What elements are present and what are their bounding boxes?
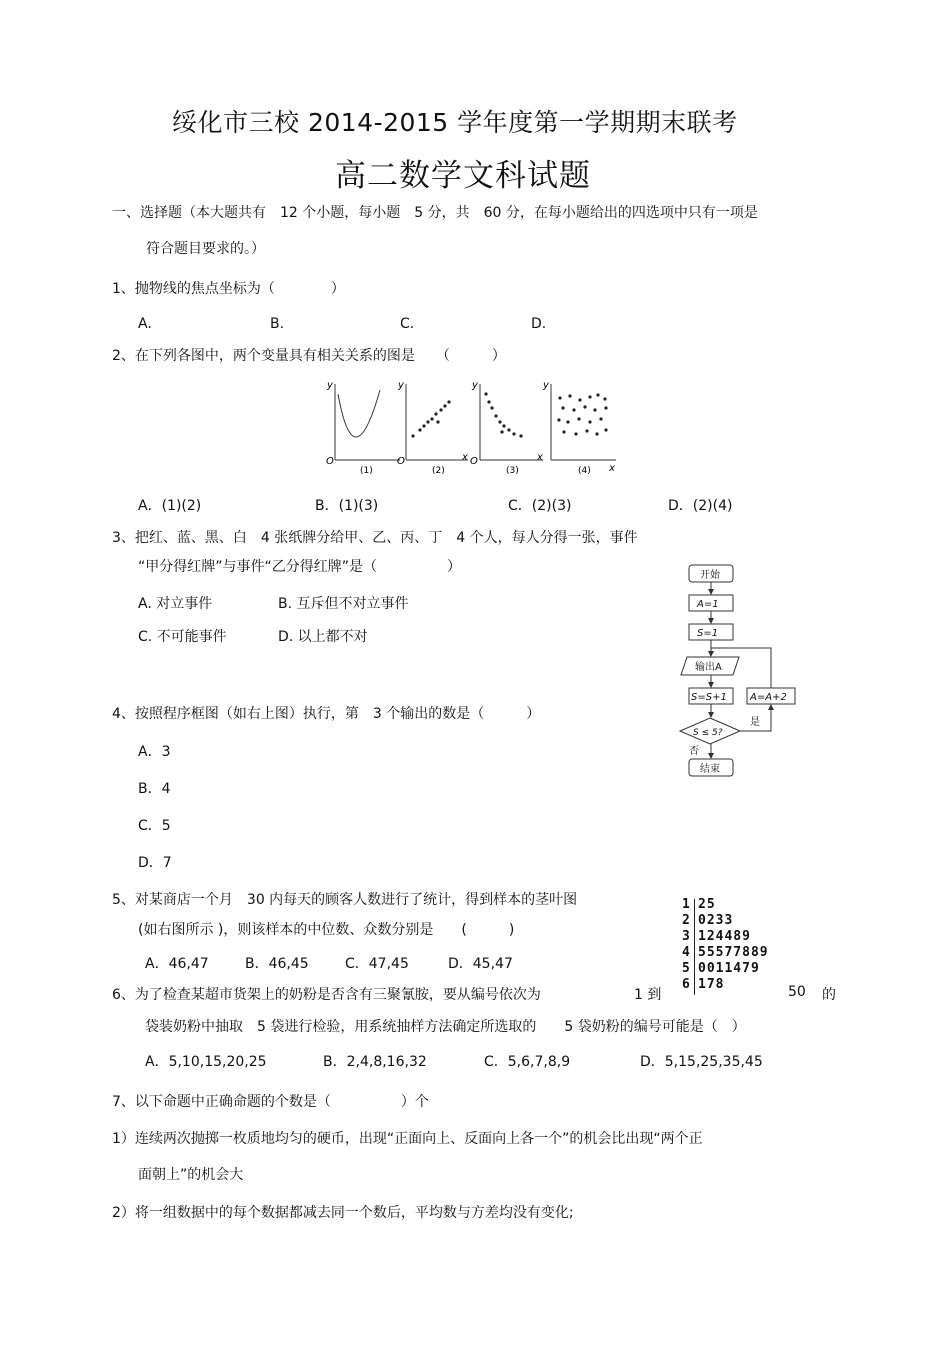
plot2-origin-label: O bbox=[397, 456, 405, 467]
leaves-6: 178 bbox=[698, 977, 725, 992]
leaves-3: 124489 bbox=[698, 929, 751, 944]
q2-stem: 2、在下列各图中，两个变量具有相关关系的图是 （ ） bbox=[112, 348, 506, 364]
q6-option-b: B．2,4,8,16,32 bbox=[323, 1054, 427, 1070]
stem-2: 2 bbox=[682, 913, 690, 928]
section-intro-line1: 一、选择题（本大题共有 12 个小题，每小题 5 分，共 60 分，在每小题给出的四选项中只有一项是 bbox=[112, 205, 758, 221]
q2-option-d: D．(2)(4) bbox=[668, 498, 733, 514]
q3-option-d: D. 以上都不对 bbox=[278, 629, 368, 645]
q5-stem-line2: (如右图所示 )，则该样本的中位数、众数分别是 ( ) bbox=[138, 922, 515, 938]
plot-1 bbox=[326, 380, 400, 476]
q6-stem-part1: 6、为了检查某超市货架上的奶粉是否含有三聚氰胺，要从编号依次为 bbox=[112, 987, 541, 1003]
q4-stem: 4、按照程序框图（如右上图）执行，第 3 个输出的数是（ ） bbox=[112, 706, 541, 722]
flow-end: 结束 bbox=[700, 764, 720, 775]
q3-stem-line1: 3、把红、蓝、黑、白 4 张纸牌分给甲、乙、丙、丁 4 个人，每人分得一张，事件 bbox=[112, 530, 638, 546]
plot2-caption: (2) bbox=[432, 466, 445, 476]
q7-item1-line2: 面朝上”的机会大 bbox=[138, 1167, 244, 1183]
stem-leaf-divider bbox=[694, 899, 695, 995]
exam-title: 绥化市三校 2014-2015 学年度第一学期期末联考 bbox=[172, 108, 738, 137]
q1-option-d: D. bbox=[531, 316, 547, 332]
q3-stem-line2: “甲分得红牌”与事件“乙分得红牌”是（ ） bbox=[138, 559, 462, 575]
q5-option-c: C．47,45 bbox=[345, 956, 409, 972]
flow-no: 否 bbox=[689, 746, 699, 757]
plot1-caption: (1) bbox=[360, 466, 373, 476]
q6-stem-part3: 50 bbox=[788, 984, 806, 1000]
q7-item1-line1: 1）连续两次抛掷一枚质地均匀的硬币，出现“正面向上、反面向上各一个”的机会比出现“两个正 bbox=[112, 1131, 703, 1147]
plot3-caption: (3) bbox=[506, 466, 519, 476]
stem-3: 3 bbox=[682, 929, 690, 944]
q2-scatter-figures bbox=[318, 372, 618, 482]
q5-option-a: A．46,47 bbox=[145, 956, 209, 972]
leaves-4: 55577889 bbox=[698, 945, 769, 960]
q6-option-c: C．5,6,7,8,9 bbox=[484, 1054, 571, 1070]
q4-option-c: C．5 bbox=[138, 818, 171, 834]
flow-update-a: A=A+2 bbox=[750, 692, 787, 703]
plot-3 bbox=[470, 380, 543, 476]
plot1-parabola bbox=[338, 390, 380, 437]
stem-5: 5 bbox=[682, 961, 690, 976]
plot4-caption: (4) bbox=[578, 466, 591, 476]
plot2-y-label: y bbox=[398, 380, 404, 391]
q4-option-d: D．7 bbox=[138, 855, 172, 871]
flow-output: 输出A bbox=[695, 662, 722, 673]
q6-stem-part2: 1 到 bbox=[634, 987, 662, 1003]
stem-6: 6 bbox=[682, 977, 690, 992]
q6-option-a: A．5,10,15,20,25 bbox=[145, 1054, 267, 1070]
q1-option-b: B. bbox=[270, 316, 285, 332]
leaves-5: 0011479 bbox=[698, 961, 760, 976]
q2-option-a: A．(1)(2) bbox=[138, 498, 202, 514]
flow-start: 开始 bbox=[700, 570, 720, 581]
flow-init-a: A=1 bbox=[697, 599, 719, 610]
plot3-origin-label: O bbox=[470, 456, 478, 467]
leaves-2: 0233 bbox=[698, 913, 734, 928]
q3-option-b: B. 互斥但不对立事件 bbox=[278, 596, 409, 612]
stem-leaf-plot bbox=[680, 897, 790, 997]
q6-stem-part4: 的 bbox=[822, 987, 836, 1003]
plot3-x-label: x bbox=[537, 452, 543, 463]
q3-option-a: A. 对立事件 bbox=[138, 596, 213, 612]
plot1-origin-label: O bbox=[326, 456, 334, 467]
q6-option-d: D．5,15,25,35,45 bbox=[640, 1054, 763, 1070]
leaves-1: 25 bbox=[698, 897, 716, 912]
q1-stem: 1、抛物线的焦点坐标为（ ） bbox=[112, 281, 345, 297]
plot3-y-label: y bbox=[472, 380, 478, 391]
q5-stem-line1: 5、对某商店一个月 30 内每天的顾客人数进行了统计，得到样本的茎叶图 bbox=[112, 892, 578, 908]
q2-option-b: B．(1)(3) bbox=[315, 498, 379, 514]
stem-4: 4 bbox=[682, 945, 690, 960]
q1-option-c: C. bbox=[400, 316, 415, 332]
plot4-x-label: x bbox=[609, 463, 615, 474]
plot4-y-label: y bbox=[543, 380, 549, 391]
exam-subtitle: 高二数学文科试题 bbox=[335, 158, 591, 194]
stem-1: 1 bbox=[682, 897, 690, 912]
q3-option-c: C. 不可能事件 bbox=[138, 629, 227, 645]
q5-option-b: B．46,45 bbox=[245, 956, 309, 972]
q4-option-b: B．4 bbox=[138, 781, 171, 797]
q5-option-d: D．45,47 bbox=[448, 956, 513, 972]
plot-2 bbox=[397, 380, 468, 476]
q7-stem: 7、以下命题中正确命题的个数是（ ）个 bbox=[112, 1094, 429, 1110]
plot1-y-label: y bbox=[327, 380, 333, 391]
q7-item2: 2）将一组数据中的每个数据都减去同一个数后，平均数与方差均没有变化; bbox=[112, 1205, 574, 1221]
q1-option-a: A. bbox=[138, 316, 152, 332]
flowchart bbox=[675, 560, 805, 785]
section-intro-line2: 符合题目要求的。） bbox=[146, 241, 265, 257]
q6-stem-line2: 袋装奶粉中抽取 5 袋进行检验，用系统抽样方法确定所选取的 5 袋奶粉的编号可能是（ ） bbox=[145, 1019, 746, 1035]
q2-option-c: C．(2)(3) bbox=[508, 498, 572, 514]
flow-condition: S ≤ 5? bbox=[693, 728, 723, 738]
flow-yes: 是 bbox=[750, 717, 760, 728]
plot-4 bbox=[542, 380, 616, 476]
plot2-x-label: x bbox=[462, 452, 468, 463]
flow-update-s: S=S+1 bbox=[691, 692, 727, 703]
flow-init-s: S=1 bbox=[697, 628, 719, 639]
q4-option-a: A．3 bbox=[138, 744, 171, 760]
